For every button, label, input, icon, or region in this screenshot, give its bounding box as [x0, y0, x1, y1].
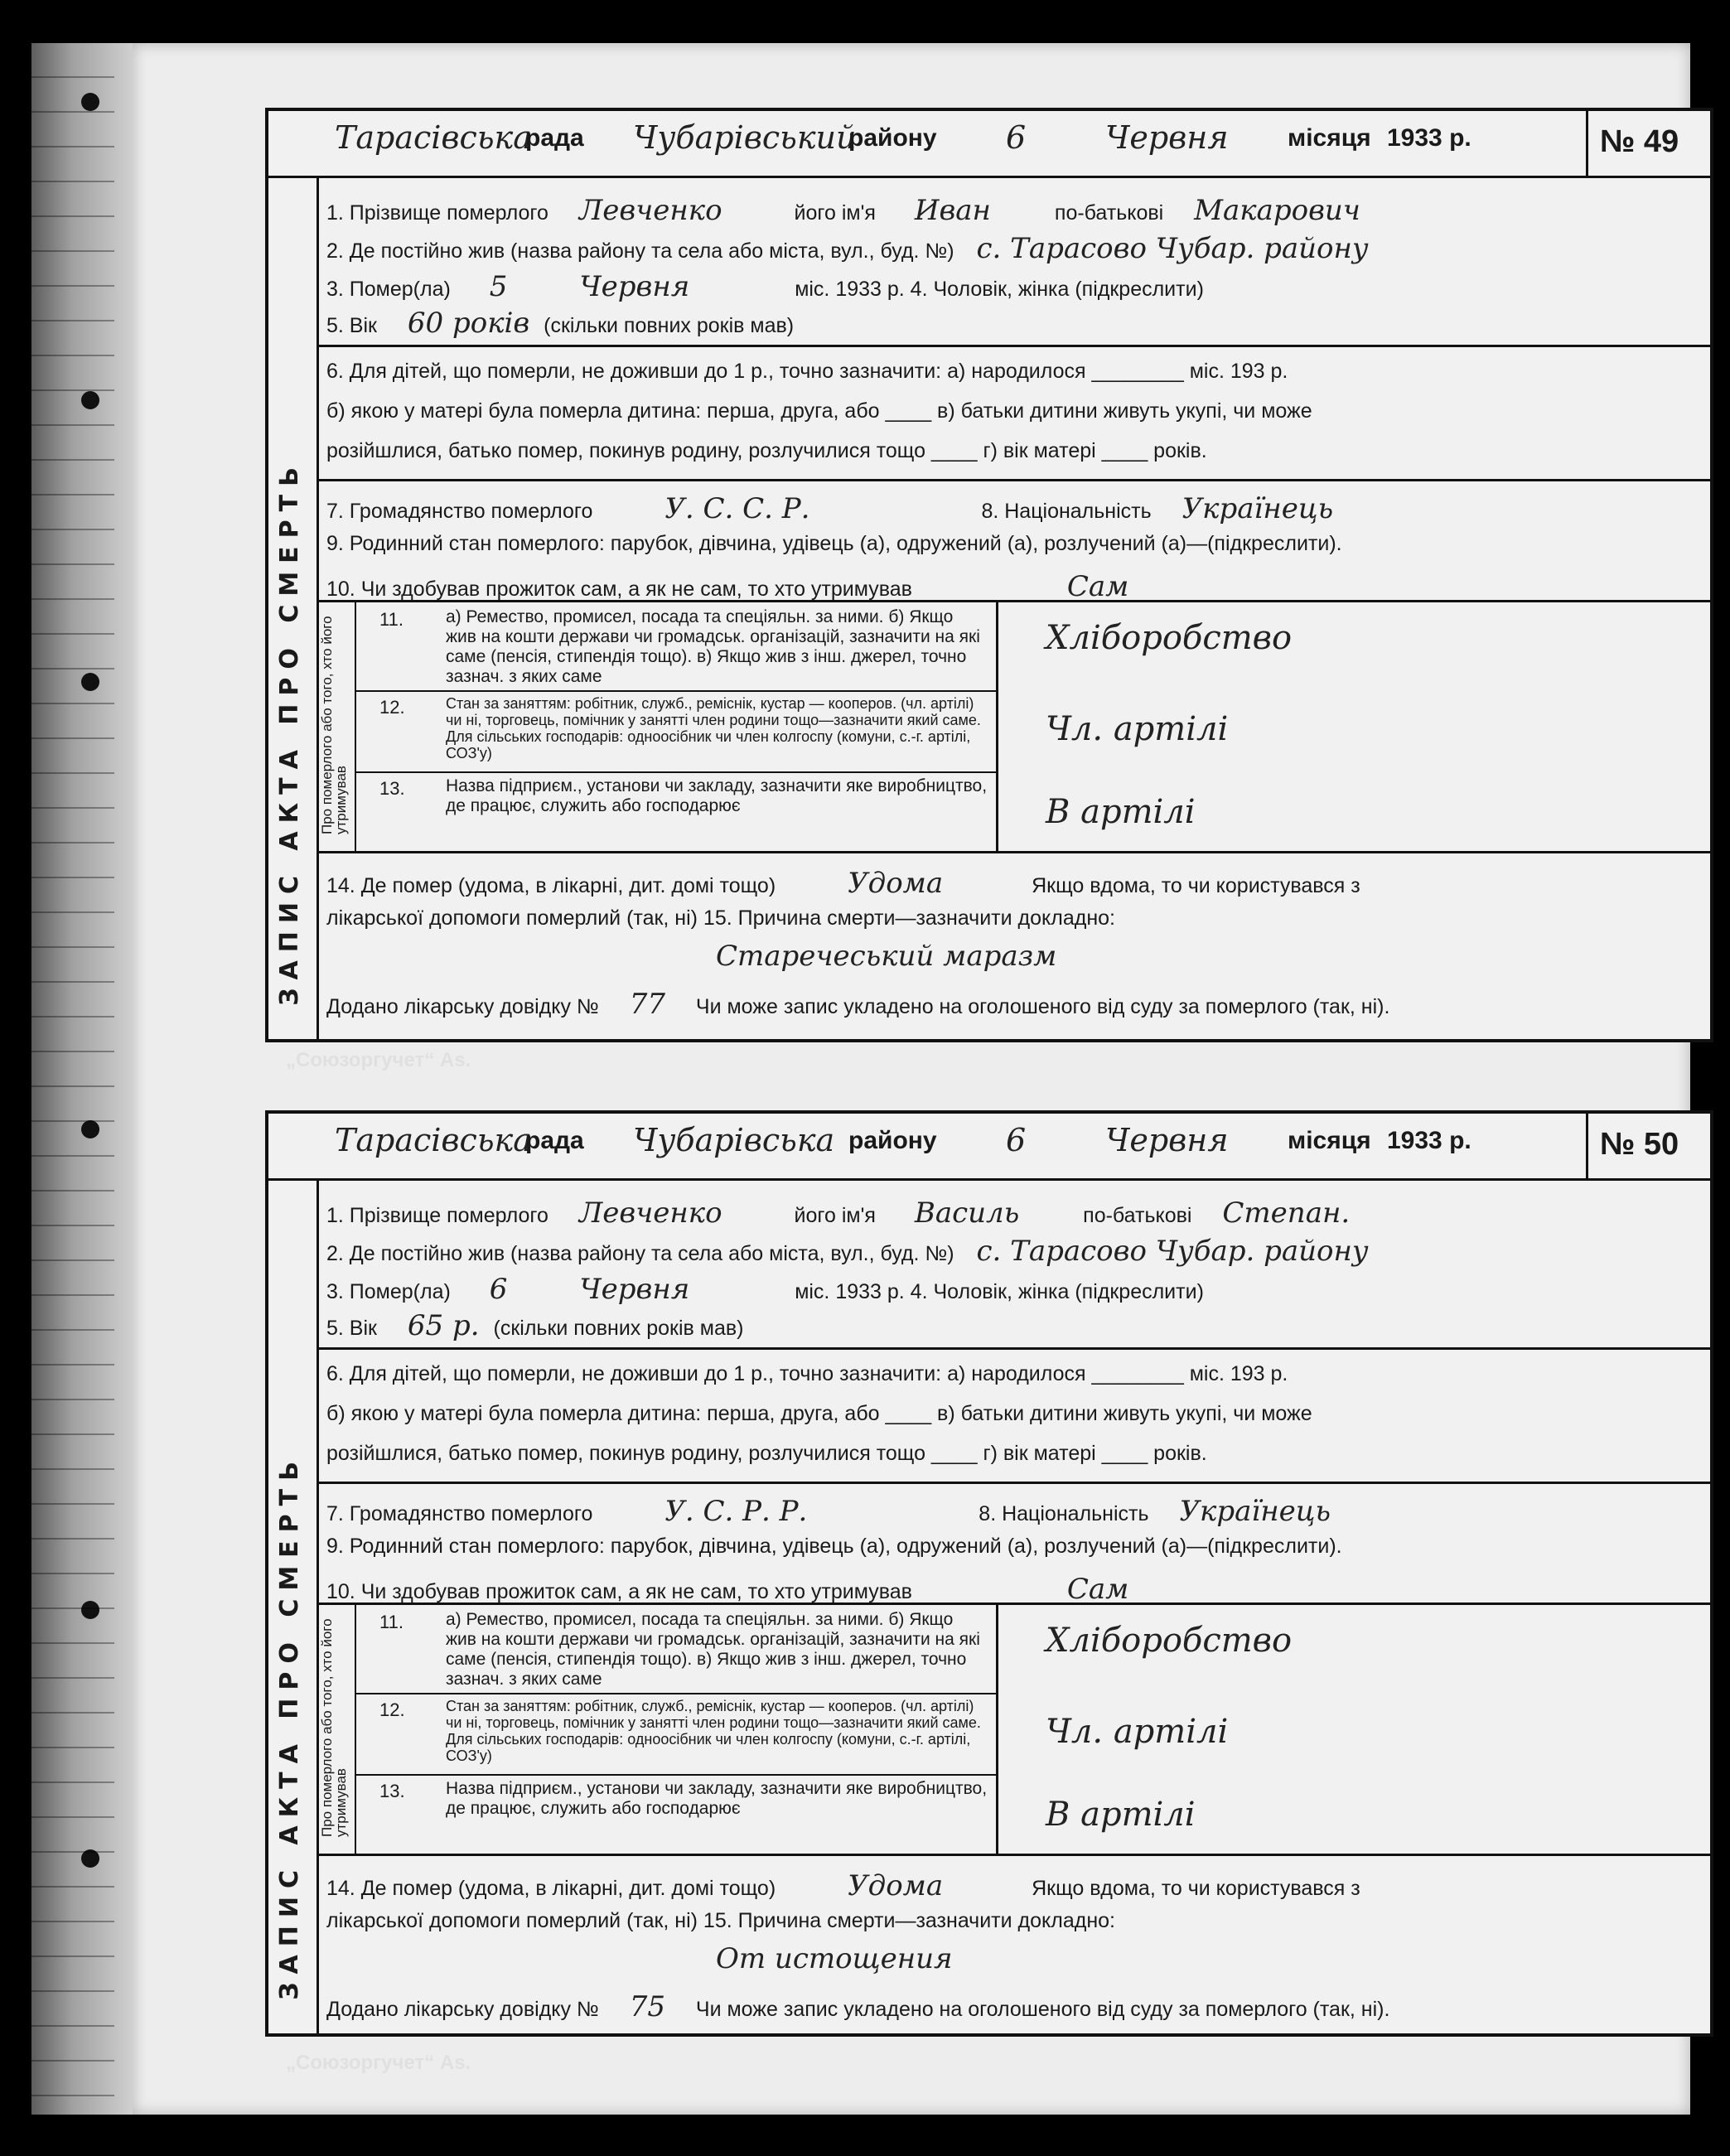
age-tail: (скільки повних років мав): [493, 1317, 744, 1340]
death-record-card: [265, 1110, 1713, 2037]
row-12: 12. Стан за заняттям: робітник, служб., реміснік, кустар — кооперов. (чл. артілі) чи ні, торговець, помічник у занятті член родини тощо—зазначити який саме. Для сільських господарів: одноосібник чи член колгоспу (комуни, с.-г. артілі, СОЗ'у): [355, 690, 996, 773]
month-label: місяця: [1288, 1127, 1371, 1154]
line-2: [326, 1235, 1697, 1268]
month-label: місяця: [1288, 124, 1371, 152]
district-label: району: [848, 124, 937, 152]
line-1: [326, 194, 1697, 227]
status-value: Чл. артілі: [1046, 1713, 1229, 1751]
age-label: 5. Вік: [326, 314, 377, 337]
record-month: Червня: [1105, 1122, 1229, 1158]
row-13: 13. Назва підприєм., установи чи закладу, зазначити яке виробництво, де працює, служить або господарює: [379, 776, 988, 815]
side-column: [268, 176, 319, 1039]
occupation-table: [317, 600, 1710, 853]
place-value: Удома: [848, 1869, 944, 1902]
status-value: Чл. артілі: [1046, 710, 1229, 748]
printer-mark: „Союзоргучет“ Аs.: [286, 2052, 471, 2074]
occupation-side-label: Про померлого або того, хто його утримував: [317, 602, 356, 851]
patronymic-value: Макарович: [1194, 194, 1360, 227]
citizenship-value: У. С. Р. Р.: [664, 1495, 808, 1528]
support-value: Сам: [1066, 570, 1129, 603]
line-14: [326, 867, 1697, 900]
side-title: ЗАПИС АКТА ПРО СМЕРТЬ: [275, 459, 304, 1006]
record-year: 1933 р.: [1387, 124, 1471, 152]
death-month: Червня: [579, 1273, 690, 1306]
death-day: 6: [489, 1273, 508, 1306]
line-3: [326, 270, 1697, 303]
divider: [317, 345, 1710, 347]
age-value: 65 р.: [407, 1309, 480, 1342]
surname-label: 1. Прізвище померлого: [326, 1204, 548, 1227]
line-9: 9. Родинний стан померлого: парубок, дівчина, удівець (а), одружений (а), розлучений (а)—(підкреслити).: [326, 1535, 1342, 1558]
workplace-value: В артілі: [1046, 793, 1196, 831]
support-value: Сам: [1066, 1573, 1129, 1606]
place-label: 14. Де помер (удома, в лікарні, дит. домі тощо): [326, 1877, 776, 1900]
side-title: ЗАПИС АКТА ПРО СМЕРТЬ: [275, 1453, 304, 2000]
line-15: лікарської допомоги померлий (так, ні) 15. Причина смерти—зазначити докладно:: [326, 1909, 1115, 1932]
record-number: № 50: [1586, 1114, 1710, 1178]
record-month: Червня: [1105, 119, 1229, 156]
occupation-table: [317, 1602, 1710, 1856]
place-label: 14. Де помер (удома, в лікарні, дит. домі тощо): [326, 874, 776, 897]
divider: [317, 1482, 1710, 1484]
row-12: 12. Стан за заняттям: робітник, служб., реміснік, кустар — кооперов. (чл. артілі) чи ні, торговець, помічник у занятті член родини тощо—зазначити який саме. Для сільських господарів: одноосібник чи член колгоспу (комуни, с.-г. артілі, СОЗ'у): [355, 1693, 996, 1776]
surname-value: Левченко: [578, 1196, 722, 1230]
line-certificate: [326, 1990, 1697, 2023]
occupation-side-label: Про померлого або того, хто його утримував: [317, 1605, 356, 1854]
line-1: [326, 1196, 1697, 1230]
name-value: Иван: [914, 194, 991, 227]
column-divider: [996, 1605, 998, 1854]
death-tail: міс. 1933 р. 4. Чоловік, жінка (підкреслити): [795, 1280, 1204, 1303]
row-11: 11. а) Ремество, промисел, посада та спеціяльн. за ними. б) Якщо жив на кошти держави чи громадськ. організацій, зазначити на які саме (пенсія, стипендія тощо). в) Якщо жив з інш. джерел, точно зазнач. з яких саме: [355, 602, 996, 692]
rada-label: рада: [525, 124, 584, 152]
place-value: Удома: [848, 867, 944, 900]
line-2: [326, 232, 1697, 265]
cause-line: [716, 1942, 1697, 1975]
certificate-tail: Чи може запис укладено на оголошеного від суду за померлого (так, ні).: [695, 995, 1390, 1018]
village-council: Тарасівська: [335, 1122, 532, 1158]
patronymic-value: Степан.: [1222, 1196, 1351, 1230]
line-3: [326, 1273, 1697, 1306]
residence-label: 2. Де постійно жив (назва району та села або міста, вул., буд. №): [326, 1242, 954, 1265]
record-number: № 49: [1586, 111, 1710, 176]
patronymic-label: по-батькові: [1083, 1204, 1192, 1227]
record-year: 1933 р.: [1387, 1127, 1471, 1154]
village-council: Тарасівська: [335, 119, 532, 156]
name-label: його ім'я: [794, 1204, 876, 1227]
line-10: [326, 1573, 1697, 1606]
patronymic-label: по-батькові: [1054, 201, 1164, 225]
certificate-number: 77: [629, 988, 665, 1021]
certificate-label: Додано лікарську довідку №: [326, 1998, 599, 2021]
death-label: 3. Помер(ла): [326, 1280, 451, 1303]
line-5: [326, 1309, 1697, 1342]
citizenship-value: У. С. С. Р.: [664, 492, 810, 525]
row-11: 11. а) Ремество, промисел, посада та спеціяльн. за ними. б) Якщо жив на кошти держави чи громадськ. організацій, зазначити на які саме (пенсія, стипендія тощо). в) Якщо жив з інш. джерел, точно зазнач. з яких саме: [355, 1605, 996, 1694]
row-13: 13. Назва підприєм., установи чи закладу, зазначити яке виробництво, де працює, служить або господарює: [379, 1779, 988, 1818]
nationality-value: Українець: [1179, 1495, 1331, 1528]
cause-value: Старечеський маразм: [716, 940, 1057, 973]
district: Чубарівська: [633, 1122, 835, 1158]
occupation-value: Хліборобство: [1046, 619, 1293, 657]
nationality-value: Українець: [1182, 492, 1334, 525]
cause-value: От истощения: [716, 1942, 953, 1975]
death-record-card: [265, 108, 1713, 1042]
age-label: 5. Вік: [326, 1317, 377, 1340]
district-label: району: [848, 1127, 937, 1154]
cause-line: [716, 940, 1697, 973]
death-month: Червня: [579, 270, 690, 303]
line-6a: 6. Для дітей, що померли, не доживши до 1 р., точно зазначити: а) народилося ________ міс. 193 р.: [326, 1362, 1288, 1385]
workplace-value: В артілі: [1046, 1796, 1196, 1834]
surname-label: 1. Прізвище померлого: [326, 201, 548, 225]
line-9: 9. Родинний стан померлого: парубок, дівчина, удівець (а), одружений (а), розлучений (а)—(підкреслити).: [326, 532, 1342, 555]
record-day: 6: [1006, 1122, 1027, 1158]
place-tail: Якщо вдома, то чи користувався з: [1032, 874, 1360, 897]
line-14: [326, 1869, 1697, 1902]
line-7: [326, 492, 1697, 525]
certificate-label: Додано лікарську довідку №: [326, 995, 599, 1018]
surname-value: Левченко: [578, 194, 722, 227]
line-10: [326, 570, 1697, 603]
age-tail: (скільки повних років мав): [544, 314, 795, 337]
citizenship-label: 7. Громадянство померлого: [326, 500, 593, 523]
death-day: 5: [489, 270, 508, 303]
record-header: [268, 111, 1710, 178]
line-5: [326, 307, 1697, 340]
line-certificate: [326, 988, 1697, 1021]
age-value: 60 років: [407, 307, 530, 340]
name-value: Василь: [914, 1196, 1020, 1230]
citizenship-label: 7. Громадянство померлого: [326, 1502, 593, 1525]
column-divider: [996, 602, 998, 851]
line-6a: 6. Для дітей, що померли, не доживши до 1 р., точно зазначити: а) народилося ________ міс. 193 р.: [326, 360, 1288, 383]
district: Чубарівський: [633, 119, 857, 156]
certificate-number: 75: [629, 1990, 665, 2023]
rada-label: рада: [525, 1127, 584, 1154]
nationality-label: 8. Національність: [981, 500, 1152, 523]
line-7: [326, 1495, 1697, 1528]
certificate-tail: Чи може запис укладено на оголошеного від суду за померлого (так, ні).: [695, 1998, 1390, 2021]
ruled-page-edge: [31, 43, 114, 2115]
support-label: 10. Чи здобував прожиток сам, а як не сам, то хто утримував: [326, 578, 912, 601]
line-6b: б) якою у матері була померла дитина: перша, друга, або ____ в) батьки дитини живуть укупі, чи може: [326, 399, 1312, 423]
residence-value: с. Тарасово Чубар. району: [976, 1235, 1369, 1268]
record-day: 6: [1006, 119, 1027, 156]
line-6c: розійшлися, батько помер, покинув родину, розлучилися тощо ____ г) вік матері ____ років.: [326, 1442, 1207, 1465]
residence-value: с. Тарасово Чубар. району: [976, 232, 1369, 265]
printer-mark: „Союзоргучет“ Аs.: [286, 1049, 471, 1071]
residence-label: 2. Де постійно жив (назва району та села або міста, вул., буд. №): [326, 239, 954, 263]
line-15: лікарської допомоги померлий (так, ні) 15. Причина смерти—зазначити докладно:: [326, 906, 1115, 930]
line-6b: б) якою у матері була померла дитина: перша, друга, або ____ в) батьки дитини живуть укупі, чи може: [326, 1402, 1312, 1425]
divider: [317, 479, 1710, 481]
name-label: його ім'я: [794, 201, 876, 225]
place-tail: Якщо вдома, то чи користувався з: [1032, 1877, 1360, 1900]
death-label: 3. Помер(ла): [326, 278, 451, 301]
support-label: 10. Чи здобував прожиток сам, а як не сам, то хто утримував: [326, 1580, 912, 1603]
divider: [317, 1347, 1710, 1350]
record-header: [268, 1114, 1710, 1181]
side-column: [268, 1178, 319, 2033]
death-tail: міс. 1933 р. 4. Чоловік, жінка (підкреслити): [795, 278, 1204, 301]
occupation-value: Хліборобство: [1046, 1622, 1293, 1660]
nationality-label: 8. Національність: [979, 1502, 1149, 1525]
line-6c: розійшлися, батько помер, покинув родину, розлучилися тощо ____ г) вік матері ____ років.: [326, 439, 1207, 462]
